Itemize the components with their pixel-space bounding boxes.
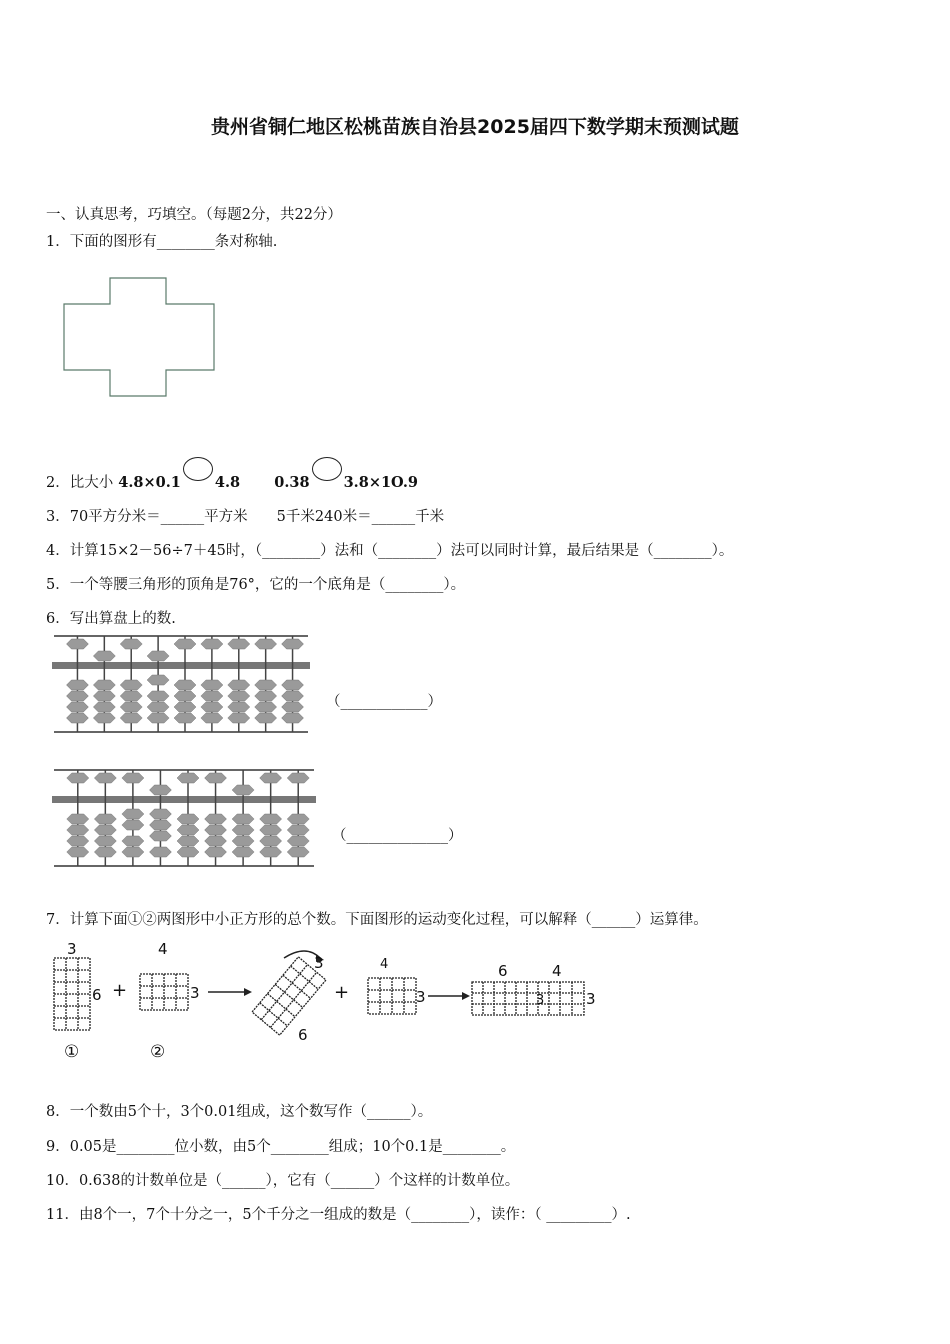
section-heading: 一、认真思考，巧填空。（每题2分，共22分） (46, 207, 342, 223)
question-9: 9．0.05是________位小数，由5个________组成；10个0.1是________。 (46, 1139, 516, 1155)
question-3: 3．70平方分米＝______平方米 5千米240米＝______千米 (46, 509, 445, 525)
abacus-2-answer: （______________） (332, 828, 463, 844)
question-5: 5．一个等腰三角形的顶角是76°，它的一个底角是（________）。 (46, 577, 466, 593)
page-title: 贵州省铜仁地区松桃苗族自治县2025届四下数学期末预测试题 (211, 116, 739, 138)
combined-label-3: 3 (586, 990, 596, 1008)
question-7: 7．计算下面①②两图形中小正方形的总个数。下面图形的运动变化过程，可以解释（______）运算律。 (46, 912, 708, 928)
combined-label-4: 4 (552, 962, 562, 980)
cross-shape-figure (60, 274, 220, 404)
q2-a: 4.8×0.1 (118, 474, 181, 491)
plus-sign-1: + (112, 980, 128, 1001)
combined-label-6: 6 (498, 962, 508, 980)
fig2-label-4: 4 (158, 940, 168, 958)
question-8: 8．一个数由5个十，3个0.01组成，这个数写作（______）。 (46, 1104, 433, 1120)
fig3-label-4: 4 (380, 957, 389, 972)
fig1-caption: ① (64, 1042, 80, 1062)
fig2-label-3: 3 (190, 984, 200, 1002)
fig2-caption: ② (150, 1042, 166, 1062)
abacus-1-answer: （____________） (326, 694, 442, 710)
combined-mid-3: 3 (536, 993, 545, 1008)
abacus-2 (50, 768, 318, 870)
question-6: 6．写出算盘上的数. (46, 611, 176, 627)
grid-transform-figure (44, 938, 604, 1066)
q2-b: 4.8 (214, 474, 241, 491)
question-11: 11．由8个一，7个十分之一，5个千分之一组成的数是（________），读作：（ _________）. (46, 1207, 631, 1223)
fig3-label-3: 3 (416, 988, 426, 1006)
q2-prefix: 2．比大小 (46, 475, 114, 491)
fig1-label-6: 6 (92, 986, 102, 1004)
compare-circle-2[interactable] (312, 457, 342, 481)
question-4: 4．计算15×2－56÷7＋45时，（________）法和（________）法可以同时计算，最后结果是（________）。 (46, 543, 734, 559)
q2-d: 3.8×1O.9 (343, 474, 418, 491)
fig1-label-3: 3 (67, 940, 77, 958)
abacus-1 (50, 634, 312, 736)
question-10: 10．0.638的计数单位是（______），它有（______）个这样的计数单位。 (46, 1173, 520, 1189)
question-1: 1．下面的图形有________条对称轴. (46, 234, 278, 250)
q2-c: 0.38 (274, 474, 310, 491)
compare-circle-1[interactable] (183, 457, 213, 481)
question-2 (46, 457, 418, 492)
rot-label-3: 3 (314, 954, 324, 972)
cross-shape (64, 278, 214, 396)
plus-sign-2: + (334, 982, 350, 1003)
rot-label-6: 6 (298, 1026, 308, 1044)
